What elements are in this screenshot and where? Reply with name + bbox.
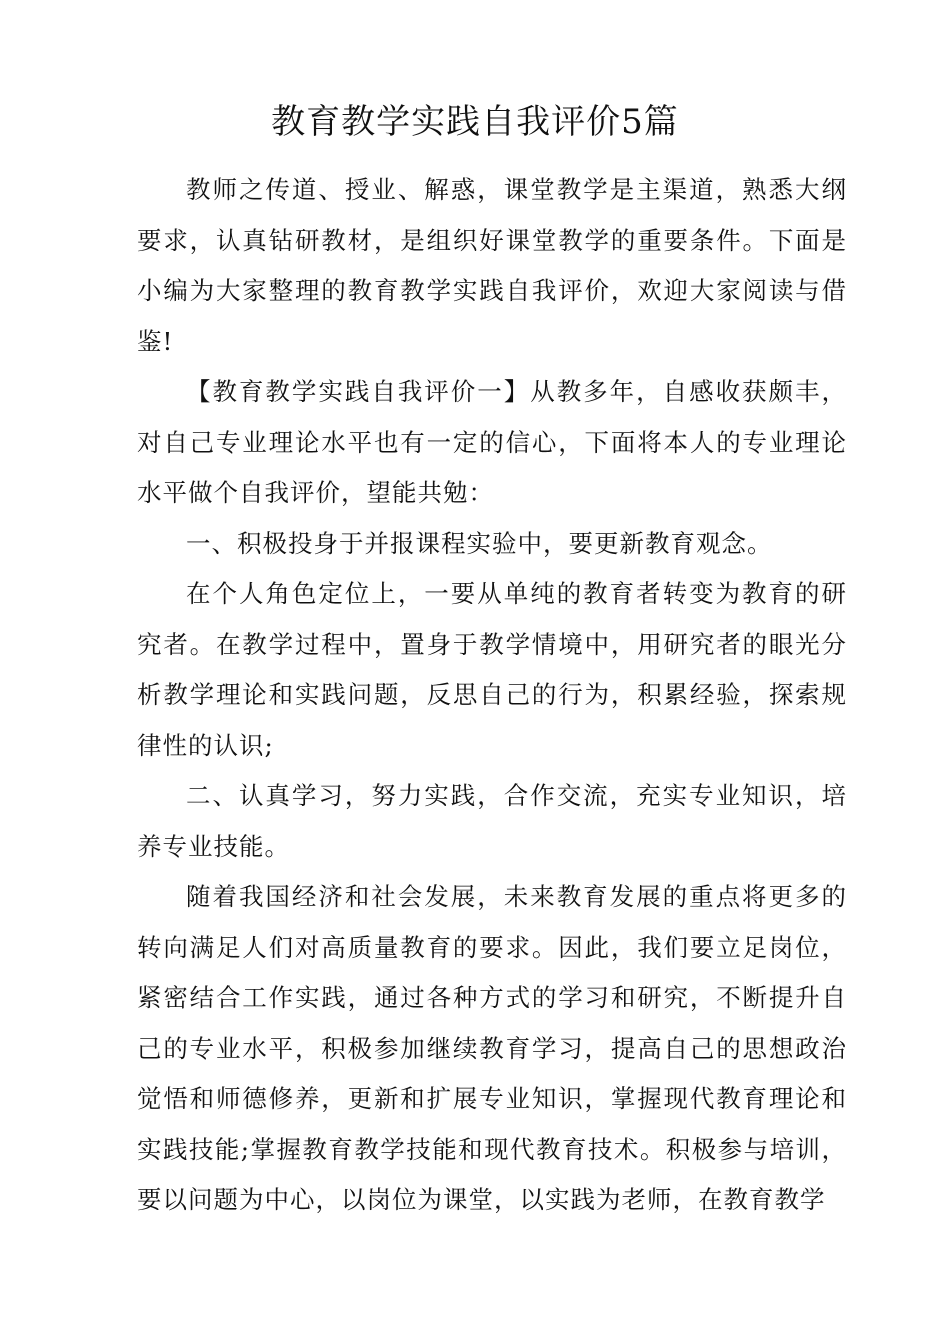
document-body xyxy=(137,165,847,1226)
paragraph-evaluation-one: 【教育教学实践自我评价一】从教多年，自感收获颇丰，对自己专业理论水平也有一定的信心，下面将本人的专业理论水平做个自我评价，望能共勉： xyxy=(137,377,847,507)
paragraph-development: 随着我国经济和社会发展，未来教育发展的重点将更多的转向满足人们对高质量教育的要求。因此，我们要立足岗位，紧密结合工作实践，通过各种方式的学习和研究，不断提升自己的专业水平，积极参加继续教育学习，提高自己的思想政治觉悟和师德修养，更新和扩展专业知识，掌握现代教育理论和实践技能;掌握教育教学技能和现代教育技术。积极参与培训，要以问题为中心，以岗位为课堂，以实践为老师，在教育教学 xyxy=(137,882,847,1214)
paragraph-point-one: 一、积极投身于并报课程实验中，要更新教育观念。 xyxy=(186,528,773,558)
document-title: 教育教学实践自我评价5篇 xyxy=(271,102,679,142)
paragraph-point-two: 二、认真学习，努力实践，合作交流，充实专业知识，培养专业技能。 xyxy=(137,781,847,861)
paragraph-intro: 教师之传道、授业、解惑，课堂教学是主渠道，熟悉大纲要求，认真钻研教材，是组织好课堂教学的重要条件。下面是小编为大家整理的教育教学实践自我评价，欢迎大家阅读与借鉴! xyxy=(137,175,847,356)
paragraph-role: 在个人角色定位上，一要从单纯的教育者转变为教育的研究者。在教学过程中，置身于教学情境中，用研究者的眼光分析教学理论和实践问题，反思自己的行为，积累经验，探索规律性的认识; xyxy=(137,579,847,760)
